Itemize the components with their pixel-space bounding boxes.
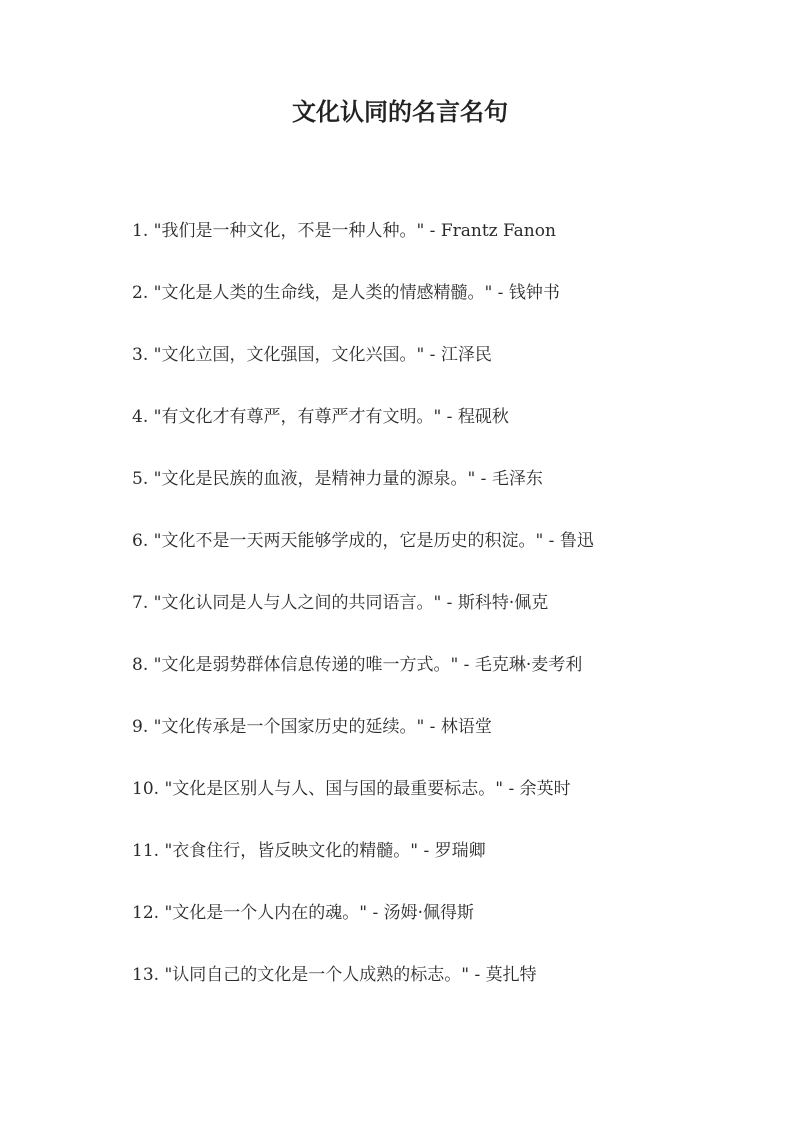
quote-item-6: 6. "文化不是一天两天能够学成的，它是历史的积淀。" - 鲁迅: [132, 531, 594, 551]
quote-item-7: 7. "文化认同是人与人之间的共同语言。" - 斯科特·佩克: [132, 593, 549, 613]
quote-item-12: 12. "文化是一个人内在的魂。" - 汤姆·佩得斯: [132, 903, 475, 923]
quote-item-5: 5. "文化是民族的血液，是精神力量的源泉。" - 毛泽东: [132, 469, 543, 489]
quote-item-11: 11. "衣食住行，皆反映文化的精髓。" - 罗瑞卿: [132, 841, 486, 861]
quote-item-10: 10. "文化是区别人与人、国与国的最重要标志。" - 余英时: [132, 779, 571, 799]
quote-item-8: 8. "文化是弱势群体信息传递的唯一方式。" - 毛克琳·麦考利: [132, 655, 583, 675]
quote-item-13: 13. "认同自己的文化是一个人成熟的标志。" - 莫扎特: [132, 965, 537, 985]
document-title: 文化认同的名言名句: [292, 97, 508, 126]
quote-list: [132, 213, 772, 1019]
quote-item-3: 3. "文化立国，文化强国，文化兴国。" - 江泽民: [132, 345, 492, 365]
quote-item-4: 4. "有文化才有尊严，有尊严才有文明。" - 程砚秋: [132, 407, 509, 427]
quote-item-2: 2. "文化是人类的生命线，是人类的情感精髓。" - 钱钟书: [132, 283, 560, 303]
quote-item-9: 9. "文化传承是一个国家历史的延续。" - 林语堂: [132, 717, 492, 737]
quote-item-1: 1. "我们是一种文化，不是一种人种。" - Frantz Fanon: [132, 221, 556, 241]
